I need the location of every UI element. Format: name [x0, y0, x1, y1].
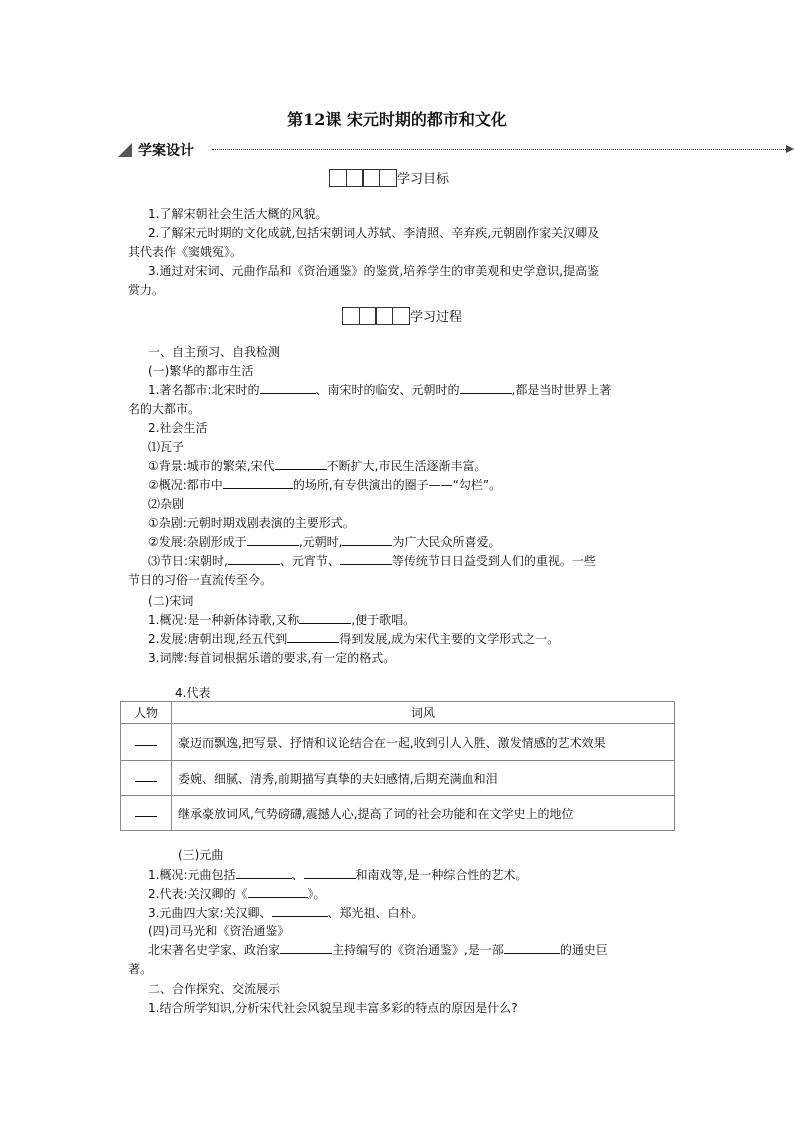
- text-line: 1.概况:是一种新体诗歌,又称 ,便于歌唱。: [148, 613, 416, 627]
- text-line: ⑴瓦子: [148, 440, 185, 454]
- fill-blank[interactable]: [275, 457, 327, 470]
- process-heading: 学习过程: [342, 306, 462, 328]
- poet-blank[interactable]: [121, 761, 172, 796]
- text-line: 2.发展:唐朝出现,经五代到 得到发展,成为宋代主要的文学形式之一。: [148, 632, 560, 646]
- table-cell: 委婉、细腻、清秀,前期描写真挚的夫妇感情,后期充满血和泪: [172, 761, 675, 796]
- text-line: 3.元曲四大家:关汉卿、 、郑光祖、白朴。: [148, 906, 424, 920]
- goal-line: 赏力。: [128, 283, 165, 297]
- text-line: ⑵杂剧: [148, 497, 185, 511]
- text-line: 节日的习俗一直流传至今。: [128, 573, 273, 587]
- poet-blank[interactable]: [121, 724, 172, 761]
- box-decoration-icon: [342, 307, 408, 325]
- arrow-right-icon: [786, 145, 794, 153]
- goal-line: 2.了解宋元时期的文化成就,包括宋朝词人苏轼、李清照、辛弃疾,元朝剧作家关汉卿及: [148, 226, 600, 240]
- goal-line: 1.了解宋朝社会生活大概的风貌。: [148, 207, 328, 221]
- banner-label: 学案设计: [138, 143, 194, 159]
- box-decoration-icon: [329, 169, 395, 187]
- text-line: 2.代表:关汉卿的《 》。: [148, 887, 326, 901]
- fill-blank[interactable]: [247, 533, 299, 546]
- lesson-title: 第12课 宋元时期的都市和文化: [287, 110, 507, 129]
- poet-blank[interactable]: [121, 796, 172, 831]
- part-heading: 一、自主预习、自我检测: [148, 345, 281, 359]
- text-line: 4.代表: [175, 686, 211, 700]
- subsection-heading: (三)元曲: [178, 848, 224, 862]
- section-banner: [118, 139, 794, 161]
- table-header: 人物: [121, 702, 172, 724]
- fill-blank[interactable]: [460, 381, 512, 394]
- subsection-heading: (四)司马光和《资治通鉴》: [148, 924, 290, 938]
- dotted-rule: [212, 149, 786, 150]
- text-line: 1.著名都市:北宋时的 、南宋时的临安、元朝时的 ,都是当时世界上著: [148, 383, 612, 397]
- subsection-heading: (一)繁华的都市生活: [148, 364, 254, 378]
- part-heading: 二、合作探究、交流展示: [148, 982, 281, 996]
- question-line: 1.结合所学知识,分析宋代社会风貌呈现丰富多彩的特点的原因是什么?: [148, 1001, 518, 1015]
- text-line: ⑶节日:宋朝时, 、元宵节、 等传统节日日益受到人们的重视。一些: [148, 554, 596, 568]
- table-cell: 豪迈而飘逸,把写景、抒情和议论结合在一起,收到引人入胜、激发情感的艺术效果: [172, 724, 675, 761]
- text-line: ②概况:都市中 的场所,有专供演出的圈子——“勾栏”。: [148, 478, 502, 492]
- goals-heading: 学习目标: [329, 168, 449, 190]
- fill-blank[interactable]: [223, 476, 293, 489]
- text-line: 著。: [128, 962, 153, 976]
- table-row: [121, 724, 675, 761]
- table-cell: 继承豪放词风,气势磅礴,震撼人心,提高了词的社会功能和在文学史上的地位: [172, 796, 675, 831]
- fill-blank[interactable]: [304, 866, 356, 879]
- text-line: 2.社会生活: [148, 421, 208, 435]
- fill-blank[interactable]: [260, 381, 316, 394]
- triangle-icon: [118, 143, 132, 157]
- text-line: ②发展:杂剧形成于 ,元朝时, 为广大民众所喜爱。: [148, 535, 501, 549]
- goal-line: 其代表作《窦娥冤》。: [128, 245, 243, 259]
- text-line: 3.词牌:每首词根据乐谱的要求,有一定的格式。: [148, 651, 396, 665]
- fill-blank[interactable]: [287, 630, 339, 643]
- text-line: 北宋著名史学家、政治家 主持编写的《资治通鉴》,是一部 的通史巨: [148, 943, 608, 957]
- fill-blank[interactable]: [299, 611, 351, 624]
- fill-blank[interactable]: [340, 552, 392, 565]
- subsection-heading: (二)宋词: [148, 594, 194, 608]
- fill-blank[interactable]: [280, 941, 332, 954]
- fill-blank[interactable]: [272, 904, 328, 917]
- fill-blank[interactable]: [236, 866, 292, 879]
- fill-blank[interactable]: [504, 941, 560, 954]
- table-header-row: [121, 702, 675, 724]
- fill-blank[interactable]: [342, 533, 392, 546]
- ci-poets-table: [120, 701, 675, 831]
- fill-blank[interactable]: [228, 552, 280, 565]
- fill-blank[interactable]: [248, 885, 308, 898]
- table-row: [121, 761, 675, 796]
- goal-line: 3.通过对宋词、元曲作品和《资治通鉴》的鉴赏,培养学生的审美观和史学意识,提高鉴: [148, 264, 600, 278]
- text-line: 名的大都市。: [128, 402, 201, 416]
- text-line: ①背景:城市的繁荣,宋代 不断扩大,市民生活逐渐丰富。: [148, 459, 487, 473]
- text-line: 1.概况:元曲包括 、 和南戏等,是一种综合性的艺术。: [148, 868, 528, 882]
- table-header: 词风: [172, 702, 675, 724]
- table-row: [121, 796, 675, 831]
- text-line: ①杂剧:元朝时期戏剧表演的主要形式。: [148, 516, 355, 530]
